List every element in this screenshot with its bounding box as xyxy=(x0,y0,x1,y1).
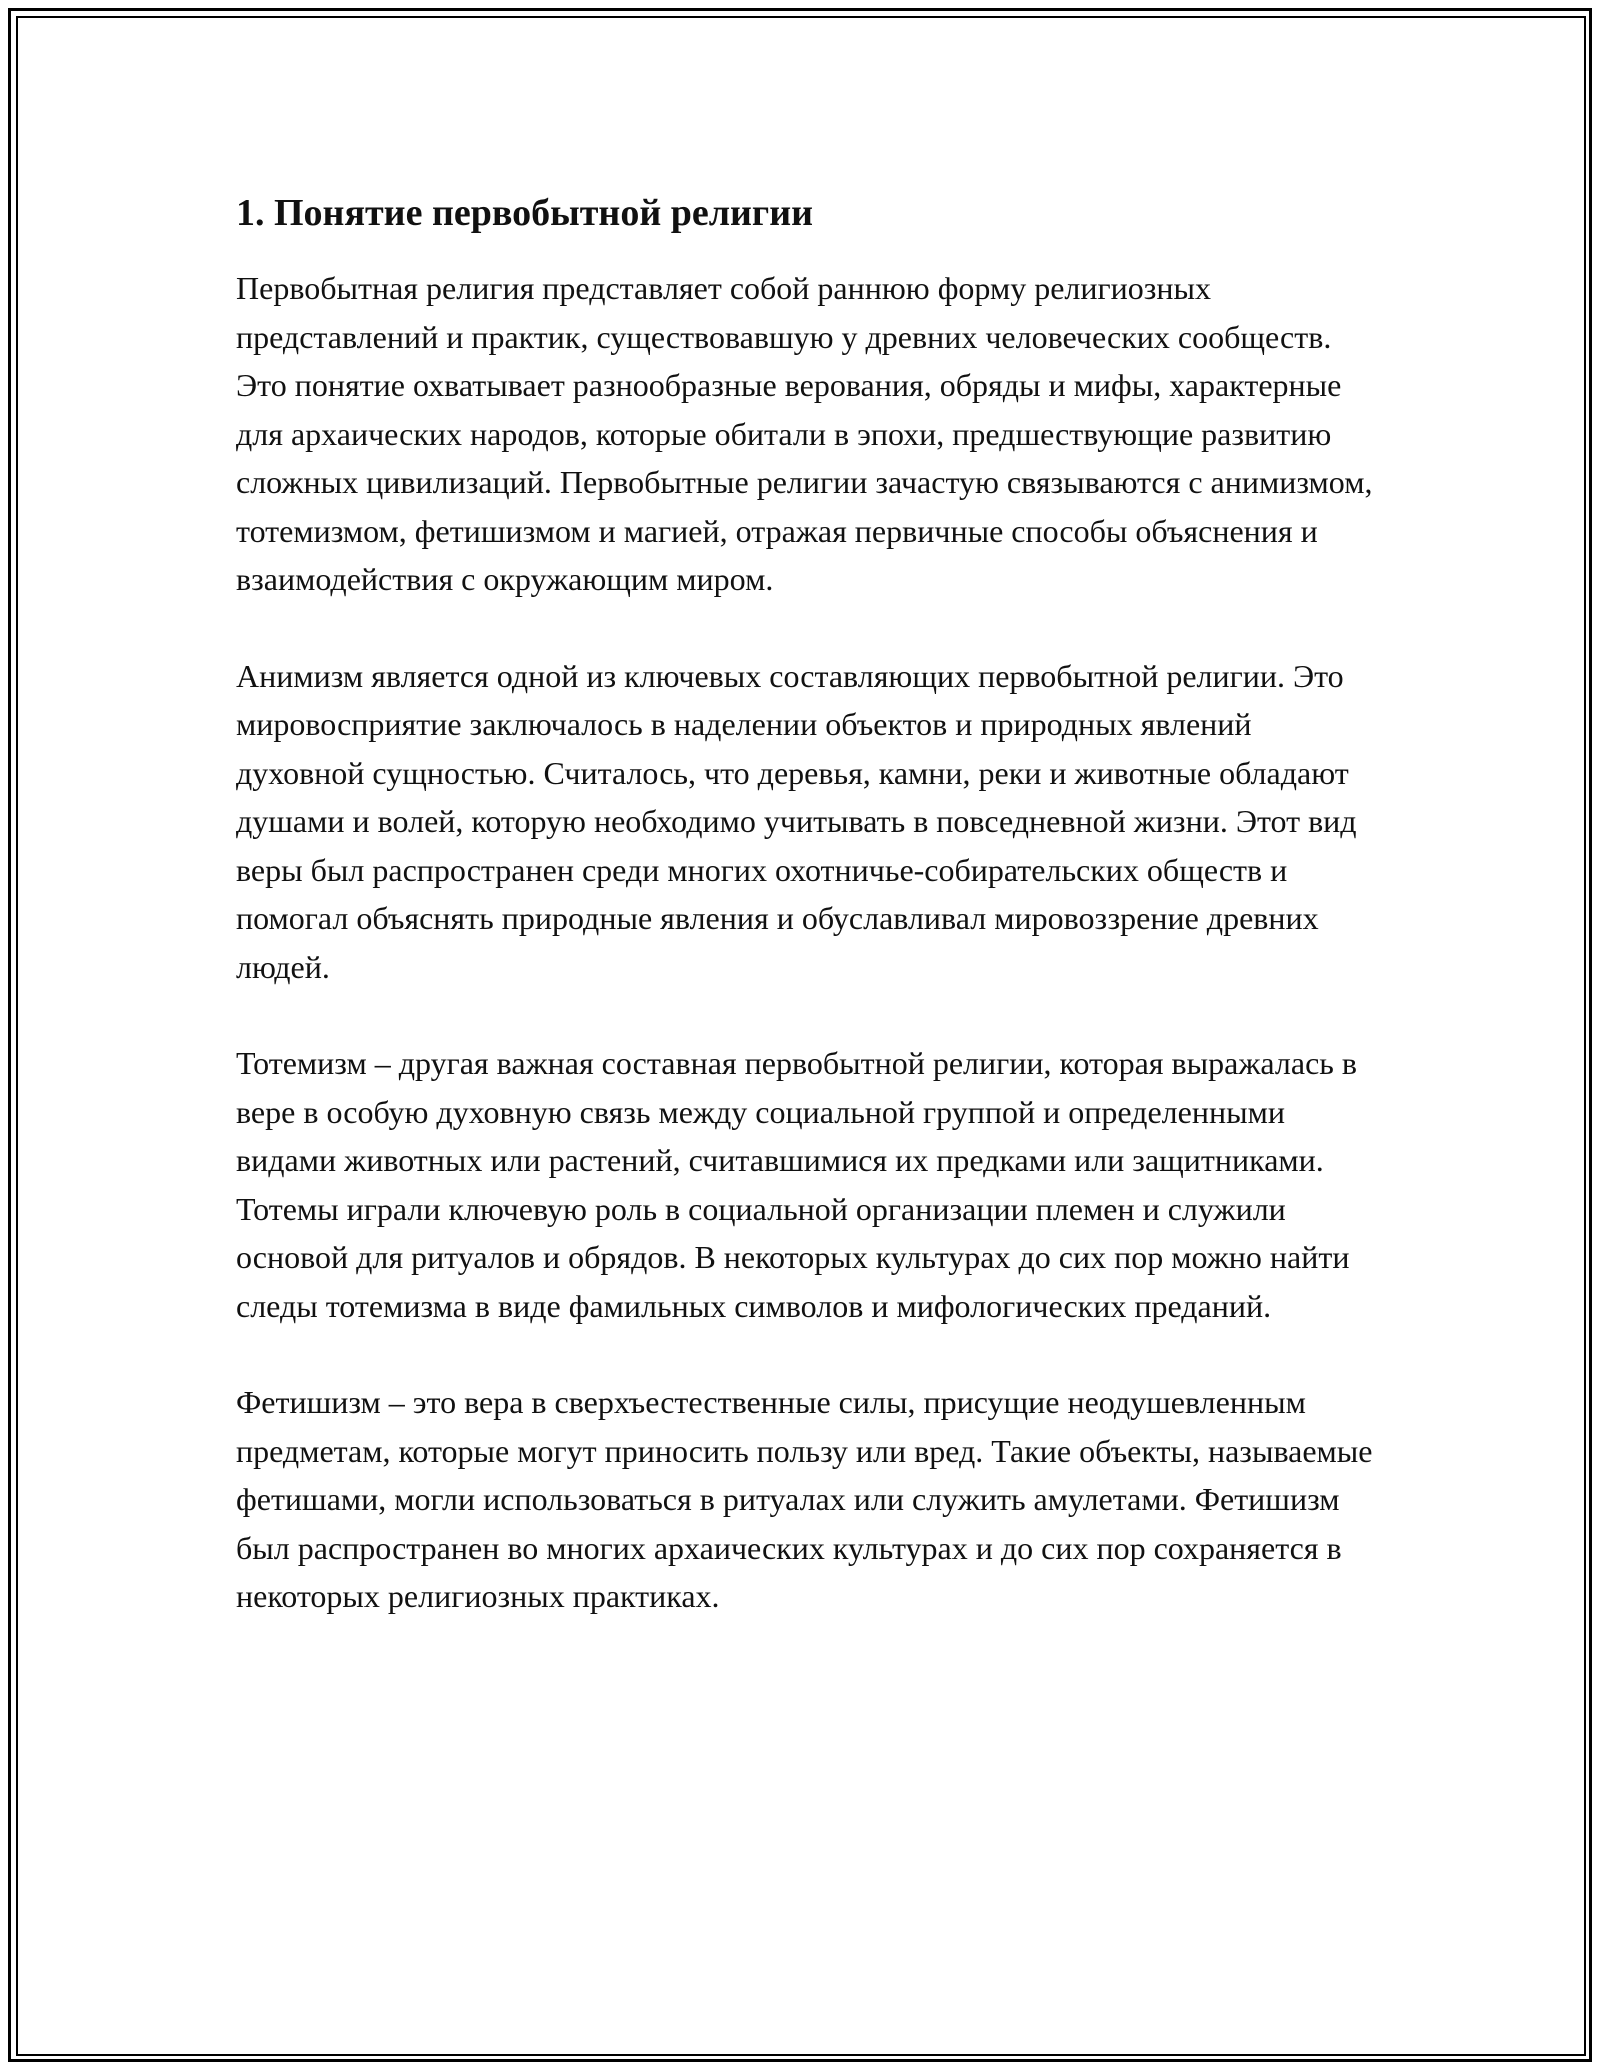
paragraph-animism: Анимизм является одной из ключевых составляющих первобытной религии. Это мировосприятие заключалось в наделении объектов и природных явлений духовной сущностью. Считалось, что деревья, камни, реки и животные обладают душами и волей, которую необходимо учитывать в повседневной жизни. Этот вид веры был распространен среди многих охотничье-собирательских обществ и помогал объяснять природные явления и обуславливал мировоззрение древних людей. xyxy=(236,657,1357,985)
paragraph-totemism: Тотемизм – другая важная составная первобытной религии, которая выражалась в вере в особую духовную связь между социальной группой и определенными видами животных или растений, считавшимися их предками или защитниками. Тотемы играли ключевую роль в социальной организации племен и служили основой для ритуалов и обрядов. В некоторых культурах до сих пор можно найти следы тотемизма в виде фамильных символов и мифологических преданий. xyxy=(236,1045,1357,1324)
section-heading: 1. Понятие первобытной религии xyxy=(236,192,813,234)
paragraph-primitive-religion: Первобытная религия представляет собой раннюю форму религиозных представлений и практик, существовавшую у древних человеческих сообществ. Это понятие охватывает разнообразные верования, обряды и мифы, характерные для архаических народов, которые обитали в эпохи, предшествующие развитию сложных цивилизаций. Первобытные религии зачастую связываются с анимизмом, тотемизмом, фетишизмом и магией, отражая первичные способы объяснения и взаимодействия с окружающим миром. xyxy=(236,270,1373,597)
document-body xyxy=(236,186,1386,1669)
paragraph-fetishism: Фетишизм – это вера в сверхъестественные силы, присущие неодушевленным предметам, которые могут приносить пользу или вред. Такие объекты, называемые фетишами, могли использоваться в ритуалах или служить амулетами. Фетишизм был распространен во многих архаических культурах и до сих пор сохраняется в некоторых религиозных практиках. xyxy=(236,1384,1373,1614)
